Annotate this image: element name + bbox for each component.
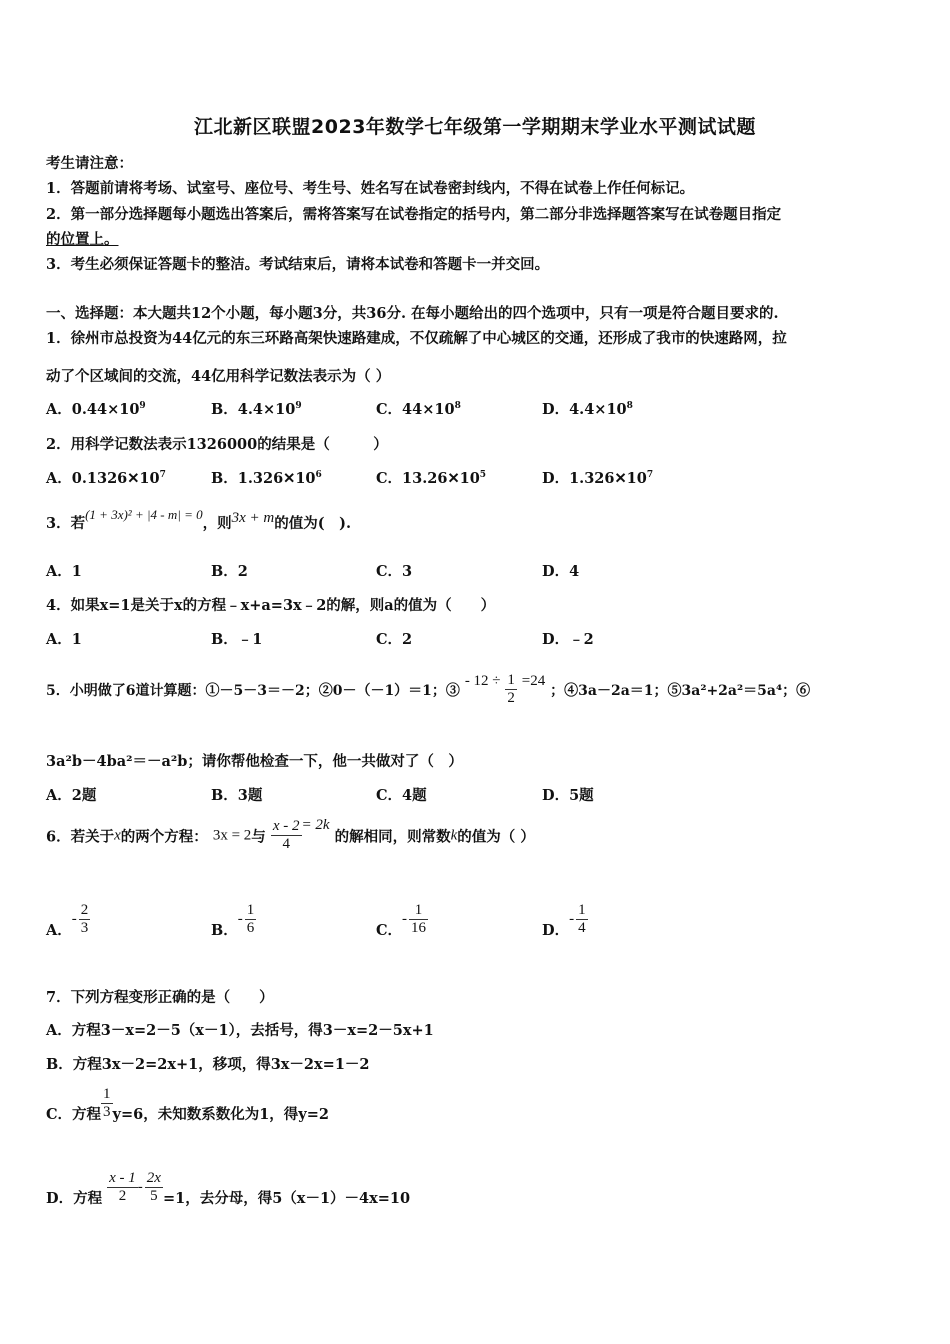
notice-item: 1．答题前请将考场、试室号、座位号、考生号、姓名写在试卷密封线内，不得在试卷上作任何标记。: [46, 180, 695, 197]
q6-fraction: [271, 818, 302, 854]
q5-fraction-den: 2: [507, 690, 515, 707]
q7-c-fraction: [101, 1086, 113, 1122]
q1-option-d[interactable]: D．$4.4\times 10^8$: [542, 401, 633, 418]
q5-stem-part2: ；④3a－2a＝1；⑤3a²+2a²＝5a⁴；⑥: [550, 682, 811, 699]
q7-d-suffix: =1，去分母，得5（x－1）－4x=10: [162, 1190, 411, 1208]
q3-stem: [46, 507, 352, 533]
q6-equation1: 3x = 2: [212, 827, 252, 844]
q6-option-a[interactable]: A．- $\frac{2}{3}$: [46, 902, 89, 940]
q2-stem: 2．用科学记数法表示1326000的结果是（ ）: [46, 436, 388, 453]
q7-d-f2-num: 2x: [145, 1170, 163, 1188]
notice-heading: 考生请注意：: [46, 155, 133, 172]
q4-option-c[interactable]: C．2: [376, 631, 413, 648]
q6-option-b-num: 1: [245, 902, 257, 920]
q7-d-fraction2: [145, 1170, 163, 1206]
q7-d-f1-den: 2: [118, 1188, 127, 1205]
q6-stem: [46, 818, 535, 854]
q6-option-b-den: 6: [246, 920, 255, 937]
q2-option-a[interactable]: A．$0.1326✕10^7$: [46, 470, 166, 487]
q6-option-c-label: C．: [376, 922, 403, 940]
q1-stem-line2: 动了个区域间的交流，44亿用科学记数法表示为（ ）: [46, 368, 391, 385]
q4-option-b[interactable]: B．﹣1: [211, 631, 263, 648]
notice-item: 3．考生必须保证答题卡的整洁。考试结束后，请将本试卷和答题卡一并交回。: [46, 256, 550, 273]
q6-options: [46, 902, 906, 952]
q7-option-b[interactable]: B．方程3x－2=2x+1，移项，得3x－2x=1－2: [46, 1056, 370, 1073]
q1-options: [46, 398, 906, 438]
q6-option-d-den: 4: [578, 920, 586, 937]
q6-option-b-label: B．: [211, 922, 238, 940]
q6-option-d-label: D．: [542, 922, 570, 940]
q5-option-a[interactable]: A．2题: [46, 787, 97, 804]
q2-option-c[interactable]: C．$13.26✕10^5$: [376, 470, 487, 487]
q5-stem-part1: 5．小明做了6道计算题：①－5－3＝－2；②0－（－1）＝1；③: [46, 682, 460, 699]
q6-option-c[interactable]: C．- $\frac{1}{16}$: [376, 902, 427, 940]
q6-option-a-den: 3: [80, 920, 89, 937]
q1-stem-line1: 1．徐州市总投资为44亿元的东三环路高架快速路建成，不仅疏解了中心城区的交通，还形成了我市的快速路网，拉: [46, 330, 787, 347]
q7-option-d[interactable]: [46, 1170, 410, 1206]
q3-option-a[interactable]: A．1: [46, 563, 82, 580]
q6-option-d[interactable]: D．- $\frac{1}{4}$: [542, 902, 586, 940]
q7-d-prefix: D．方程: [46, 1190, 103, 1208]
q6-option-d-num: 1: [576, 902, 588, 920]
q5-fraction-num: 1: [505, 672, 517, 690]
section-header: 一、选择题：本大题共12个小题，每小题3分，共36分. 在每小题给出的四个选项中，只有一项是符合题目要求的.: [46, 305, 779, 322]
q4-options: [46, 628, 906, 668]
page-title: 江北新区联盟2023年数学七年级第一学期期末学业水平测试试题: [194, 116, 756, 138]
q7-option-a[interactable]: A．方程3－x=2－5（x－1），去括号，得3－x=2－5x+1: [46, 1022, 434, 1039]
q6-fraction-den: 4: [282, 836, 290, 853]
q6-option-a-label: A．: [46, 922, 72, 940]
q5-stem-line1: [46, 672, 810, 708]
q5-fraction: [505, 672, 517, 708]
q7-option-c[interactable]: [46, 1086, 329, 1122]
q3-mid: ，则: [202, 515, 232, 532]
q5-option-c[interactable]: C．4题: [376, 787, 427, 804]
q7-d-f1-num: x - 1: [107, 1170, 138, 1188]
notice-item: 2．第一部分选择题每小题选出答案后，需将答案写在试卷指定的括号内，第二部分非选择题答案写在试卷题目指定: [46, 206, 782, 223]
q5-option-b[interactable]: B．3题: [211, 787, 263, 804]
q3-option-d[interactable]: D．4: [542, 563, 580, 580]
q7-d-f2-den: 5: [150, 1188, 158, 1205]
q5-formula-left: - 12 ÷: [464, 673, 501, 690]
q6-fraction-num: x - 2: [271, 818, 302, 836]
q5-option-d[interactable]: D．5题: [542, 787, 594, 804]
q7-c-num: 1: [101, 1086, 113, 1104]
q6-mid3: 的解相同，则常数: [334, 828, 451, 846]
q4-stem: 4．如果x=1是关于x的方程﹣x+a=3x﹣2的解，则a的值为（ ）: [46, 597, 496, 614]
q3-suffix: 的值为( ).: [274, 515, 352, 532]
q4-option-d[interactable]: D．﹣2: [542, 631, 594, 648]
q5-stem-line2: 3a²b－4ba²＝－a²b；请你帮他检查一下，他一共做对了（ ）: [46, 753, 463, 770]
q1-option-c[interactable]: C．$44\times 10^8$: [376, 401, 461, 418]
q7-d-fraction1: [107, 1170, 138, 1206]
q6-option-c-den: 16: [411, 920, 427, 937]
q1-option-b[interactable]: B．$4.4\times 10^9$: [211, 401, 302, 418]
q1-option-a[interactable]: A．$0.44\times 10^9$: [46, 401, 146, 418]
q6-option-b[interactable]: B．- $\frac{1}{6}$: [211, 902, 255, 940]
q6-mid1: 的两个方程：: [120, 828, 208, 846]
q6-var-k: k: [450, 827, 458, 844]
q3-option-b[interactable]: B．2: [211, 563, 248, 580]
q7-stem: 7．下列方程变形正确的是（ ）: [46, 989, 274, 1006]
q6-var-x: x: [114, 827, 121, 844]
q3-prefix: 3．若: [46, 515, 86, 532]
q5-formula-right: =24: [521, 673, 546, 690]
q2-options: [46, 467, 906, 507]
q7-c-prefix: C．方程: [46, 1106, 102, 1124]
q6-option-a-num: 2: [79, 902, 91, 920]
q6-option-c-num: 1: [409, 902, 428, 920]
q7-c-den: 3: [103, 1104, 111, 1121]
q3-option-c[interactable]: C．3: [376, 563, 413, 580]
notice-item: 的位置上。: [46, 231, 119, 248]
q3-expression: 3x + m: [231, 510, 275, 526]
q6-suffix: 的值为（ ）: [457, 828, 535, 846]
q6-prefix: 6．若关于: [46, 828, 115, 846]
q2-option-d[interactable]: D．$1.326✕10^7$: [542, 470, 654, 487]
q3-formula: (1 + 3x)² + |4 - m| = 0: [85, 507, 203, 522]
q4-option-a[interactable]: A．1: [46, 631, 82, 648]
q6-mid2: 与: [251, 828, 266, 846]
q6-equation2-right: = 2k: [301, 817, 330, 834]
q2-option-b[interactable]: B．$1.326✕10^6$: [211, 470, 322, 487]
q7-d-minus: -: [137, 1179, 143, 1196]
q7-c-suffix: y=6，未知数系数化为1，得y=2: [112, 1106, 329, 1124]
